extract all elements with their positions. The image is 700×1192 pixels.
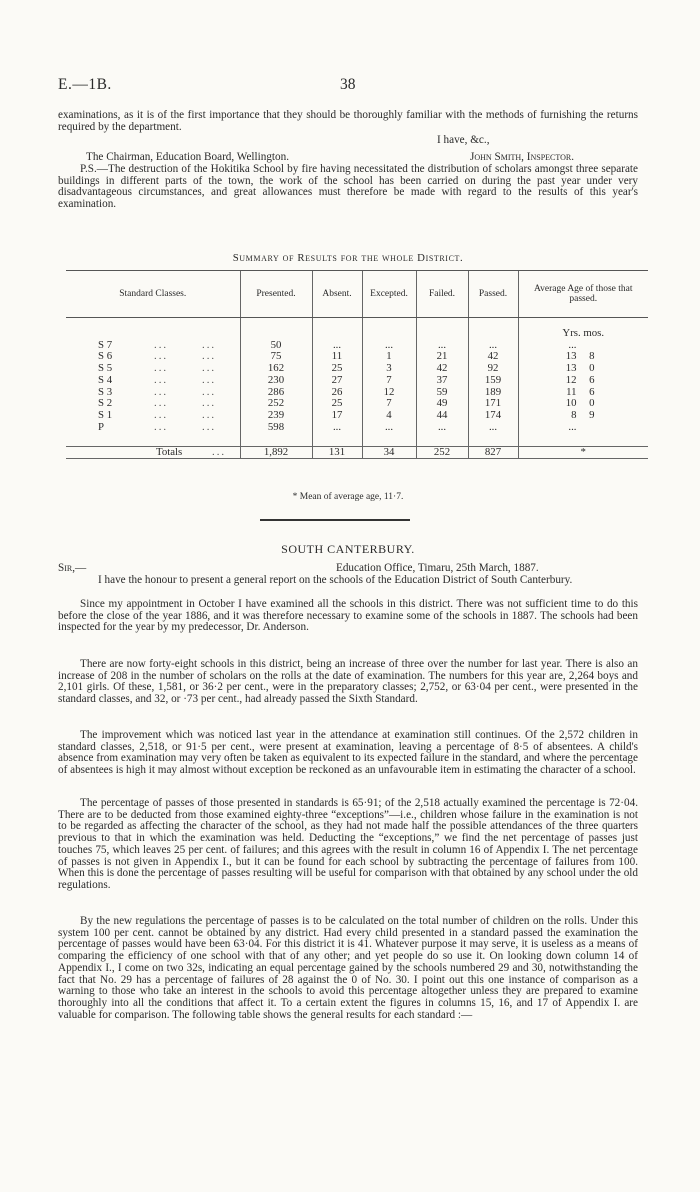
average-age-cell: [518, 387, 648, 399]
standard-class-cell: S 1 ... ...: [66, 410, 240, 422]
excepted-cell: 7: [362, 375, 416, 387]
absent-cell: ...: [312, 422, 362, 434]
totals-age-asterisk: *: [518, 446, 648, 459]
presented-cell: 286: [240, 387, 312, 399]
standard-class: S 7: [98, 338, 113, 351]
failed-cell: 37: [416, 375, 468, 387]
addressee: The Chairman, Education Board, Wellington.: [86, 151, 290, 163]
average-age-cell: [518, 422, 648, 434]
excepted-cell: 1: [362, 351, 416, 363]
passed-cell: 171: [468, 398, 518, 410]
presented-cell: 50: [240, 340, 312, 352]
standard-class: S 4: [98, 373, 113, 386]
excepted-cell: 12: [362, 387, 416, 399]
table-row: [66, 375, 648, 387]
presented-cell: 162: [240, 363, 312, 375]
totals-passed: 827: [468, 446, 518, 459]
letter-paragraph-5: The percentage of passes of those presented in standards is 65·91; of the 2,518 actually examined the percentage is 72·04. There are to be deducted from those examined eighty-three “exceptions”—i.e., children whose failure in the examination is not to be regarded as affecting the character of the school, as they had not made half the possible attendances of the three quarters previous to that in which the examination was held. Deducting the “exceptions,” we find the net percentage of passes just touches 75, which leaves 25 per cent. of failures; and this agrees with the result in column 16 of Appendix I. The net percentage of passes is not given in Appendix I., but it can be found for each school by subtracting the percentage of failures from 100. When this is done the percentage of passes resulting will be useful for comparison with that obtained by any school under the old regulations.: [58, 797, 638, 891]
excepted-cell: 3: [362, 363, 416, 375]
age-months: 0: [589, 397, 595, 410]
standard-class-cell: S 7 ... ...: [66, 340, 240, 352]
age-years: 10: [565, 397, 577, 410]
age-months: 8: [589, 350, 595, 363]
passed-cell: ...: [468, 422, 518, 434]
average-age-cell: [518, 375, 648, 387]
passed-cell: 92: [468, 363, 518, 375]
col-absent: Absent.: [312, 271, 362, 318]
age-years: ...: [568, 421, 577, 434]
standard-class: S 1: [98, 409, 113, 422]
letter-paragraph-6: By the new regulations the percentage of passes is to be calculated on the total number of children on the rolls. Under this system 100 per cent. cannot be obtained by any district. Had every child presented in a standard passed the examination the percentage of passes would have been 63·04. For this district it is 41. Whatever purpose it may serve, it is useless as a means of comparing the efficiency of one school with that of any other; and yet people do so use it. On looking down column 14 of Appendix I., I come on two 32s, indicating an equal percentage gained by the schools numbered 29 and 30, notwithstanding the fact that No. 29 has a percentage of failures of 28 against the 0 of No. 30. I point out this one instance of comparison as a warning to those who take an interest in the schools to avoid this percentage altogether unless they are prepared to examine thoroughly into all the conditions that affect it. To a certain extent the figures in columns 15, 16, and 17 of Appendix I. are valuable for comparison. The following table shows the general results for each standard :—: [58, 915, 638, 1021]
presented-cell: 252: [240, 398, 312, 410]
failed-cell: 49: [416, 398, 468, 410]
failed-cell: 59: [416, 387, 468, 399]
average-age-cell: [518, 351, 648, 363]
table-row: [66, 422, 648, 434]
age-years: ...: [568, 338, 577, 351]
failed-cell: 42: [416, 363, 468, 375]
intro-paragraph: examinations, as it is of the first importance that they should be thoroughly familiar with the methods of furnishing the returns required by the department.: [58, 109, 638, 133]
postscript: P.S.—The destruction of the Hokitika School by fire having necessitated the distribution of scholars amongst three separate buildings in different parts of the town, the work of the school has been carried on during the past year under very disadvantageous circumstances, and great allowances must therefore be made with regard to the results of this year's examination.: [58, 163, 638, 211]
excepted-cell: 7: [362, 398, 416, 410]
table-header-row: [66, 271, 648, 318]
standard-class: S 3: [98, 385, 113, 398]
letter-paragraph-2: Since my appointment in October I have examined all the schools in this district. There was not sufficient time to do this before the close of the year 1886, and it was therefore necessary to examine some of the schools in 1887. The schools had been inspected for the year by my predecessor, Dr. Anderson.: [58, 598, 638, 634]
col-average-age: Average Age of those that passed.: [518, 271, 648, 318]
salutation: Sir,—: [58, 562, 87, 574]
passed-cell: ...: [468, 340, 518, 352]
age-units: Yrs. mos.: [518, 318, 648, 340]
totals-presented: 1,892: [240, 446, 312, 459]
passed-cell: 42: [468, 351, 518, 363]
col-standard-classes: Standard Classes.: [66, 271, 240, 318]
standard-class-cell: S 6 ... ...: [66, 351, 240, 363]
presented-cell: 75: [240, 351, 312, 363]
col-excepted: Excepted.: [362, 271, 416, 318]
standard-class-cell: S 3 ... ...: [66, 387, 240, 399]
units-row: [66, 318, 648, 340]
standard-class-cell: S 4 ... ...: [66, 375, 240, 387]
presented-cell: 230: [240, 375, 312, 387]
age-months: 6: [589, 385, 595, 398]
age-years: 11: [566, 385, 577, 398]
passed-cell: 159: [468, 375, 518, 387]
average-age-cell: [518, 363, 648, 375]
standard-class-cell: P ... ...: [66, 422, 240, 434]
totals-label-cell: Totals ...: [66, 446, 240, 459]
absent-cell: 26: [312, 387, 362, 399]
standard-class: S 6: [98, 350, 113, 363]
age-years: 13: [565, 350, 577, 363]
col-presented: Presented.: [240, 271, 312, 318]
standard-class: P: [98, 421, 105, 434]
spacer-row: [66, 434, 648, 446]
page-number: 38: [340, 76, 356, 93]
presented-cell: 598: [240, 422, 312, 434]
excepted-cell: 4: [362, 410, 416, 422]
age-years: 8: [571, 409, 577, 422]
absent-cell: 25: [312, 398, 362, 410]
page-header: [58, 76, 638, 96]
signatory: John Smith, Inspector.: [470, 151, 575, 163]
dateline: Education Office, Timaru, 25th March, 1887.: [336, 562, 539, 574]
absent-cell: 11: [312, 351, 362, 363]
passed-cell: 189: [468, 387, 518, 399]
age-months: 6: [589, 373, 595, 386]
totals-label: Totals: [156, 445, 183, 458]
table-footnote: * Mean of average age, 11·7.: [292, 492, 404, 502]
col-failed: Failed.: [416, 271, 468, 318]
letter-paragraph-1: I have the honour to present a general report on the schools of the Education District of South Canterbury.: [98, 574, 573, 586]
average-age-cell: [518, 410, 648, 422]
average-age-cell: [518, 398, 648, 410]
standard-class: S 2: [98, 397, 113, 410]
absent-cell: 17: [312, 410, 362, 422]
summary-table: [66, 270, 648, 459]
table-title: Summary of Results for the whole District.: [232, 252, 464, 264]
totals-excepted: 34: [362, 446, 416, 459]
absent-cell: 25: [312, 363, 362, 375]
standard-class-cell: S 2 ... ...: [66, 398, 240, 410]
totals-failed: 252: [416, 446, 468, 459]
age-years: 13: [565, 362, 577, 375]
failed-cell: ...: [416, 340, 468, 352]
section-code: E.—1B.: [58, 76, 112, 93]
closing: I have, &c.,: [437, 134, 490, 146]
average-age-cell: [518, 340, 648, 352]
col-passed: Passed.: [468, 271, 518, 318]
excepted-cell: ...: [362, 340, 416, 352]
standard-class-cell: S 5 ... ...: [66, 363, 240, 375]
age-months: 9: [589, 409, 595, 422]
absent-cell: 27: [312, 375, 362, 387]
presented-cell: 239: [240, 410, 312, 422]
failed-cell: 44: [416, 410, 468, 422]
passed-cell: 174: [468, 410, 518, 422]
letter-paragraph-3: There are now forty-eight schools in this district, being an increase of three over the number for last year. There is also an increase of 208 in the number of scholars on the rolls at the date of examination. The numbers for this year are, 2,264 boys and 2,101 girls. Of these, 1,581, or 36·2 per cent., were in the preparatory classes; 2,752, or 63·04 per cent., were presented in the standard classes, and 32, or ·73 per cent., had already passed the Sixth Standard.: [58, 658, 638, 706]
excepted-cell: ...: [362, 422, 416, 434]
age-months: 0: [589, 362, 595, 375]
section-divider: [260, 519, 410, 521]
letter-paragraph-4: The improvement which was noticed last year in the attendance at examination still continues. Of the 2,572 children in standard classes, 2,518, or 91·5 per cent., were present at examination, leaving a percentage of 8·5 of absentees. A child's absence from examination may very often be taken as equivalent to its expected failure in the standard, and where the percentage of absentees is high it may almost without exception be reckoned as an unfavourable item in estimating the character of a school.: [58, 729, 638, 777]
failed-cell: 21: [416, 351, 468, 363]
absent-cell: ...: [312, 340, 362, 352]
failed-cell: ...: [416, 422, 468, 434]
standard-class: S 5: [98, 362, 113, 375]
age-years: 12: [565, 373, 577, 386]
section-title: SOUTH CANTERBURY.: [281, 542, 415, 556]
totals-row: [66, 446, 648, 459]
totals-absent: 131: [312, 446, 362, 459]
